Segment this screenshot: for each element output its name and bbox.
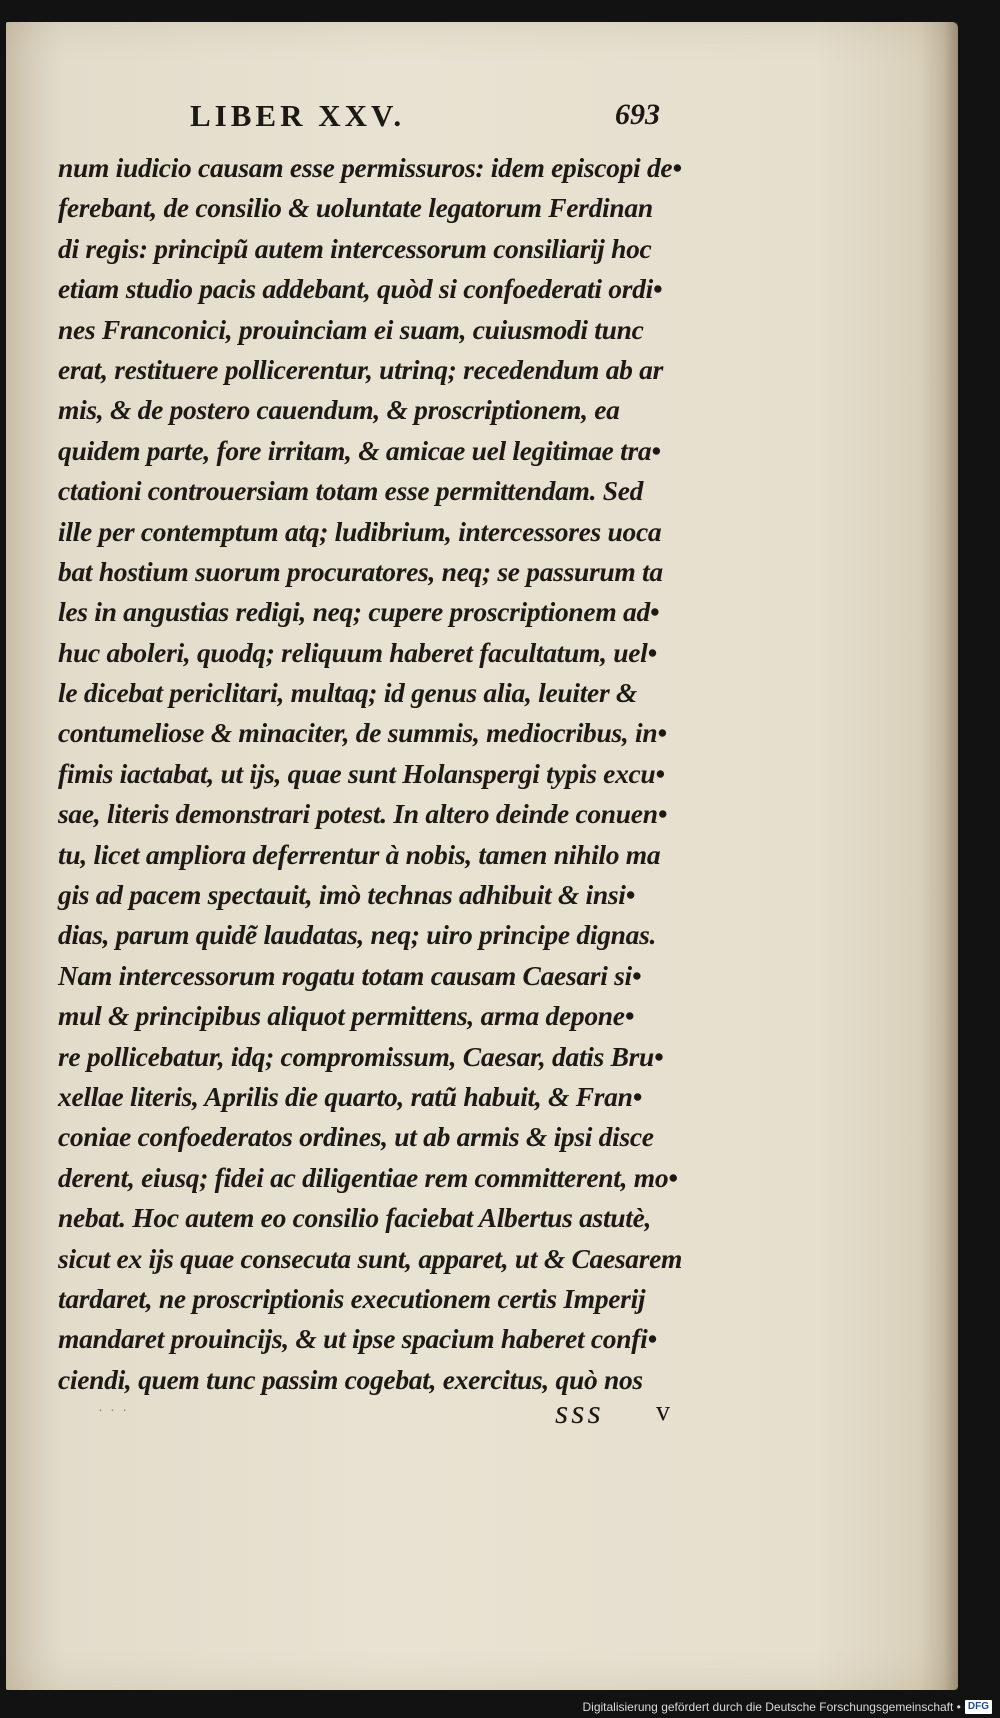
page-number: 693 (615, 98, 660, 131)
text-line: les in angustias redigi, neq; cupere proscriptionem ad• (58, 596, 660, 628)
text-line: bat hostium suorum procuratores, neq; se passurum ta (58, 555, 663, 587)
text-line: erat, restituere pollicerentur, utrinq; recedendum ab ar (58, 353, 664, 385)
running-head: LIBER XXV. (190, 98, 406, 133)
text-line: xellae literis, Aprilis die quarto, ratũ habuit, & Fran• (58, 1080, 642, 1112)
digitization-credit (582, 1700, 992, 1714)
text-line: derent, eiusq; fidei ac diligentiae rem committerent, mo• (58, 1161, 678, 1193)
text-line: ciendi, quem tunc passim cogebat, exercitus, quò nos (58, 1363, 643, 1395)
text-line: re pollicebatur, idq; compromissum, Caesar, datis Bru• (58, 1040, 664, 1072)
catchword: v (656, 1396, 670, 1427)
text-line: le dicebat periclitari, multaq; id genus alia, leuiter & (58, 677, 638, 709)
text-line: sae, literis demonstrari potest. In altero deinde conuen• (58, 798, 668, 830)
text-line: tu, licet ampliora deferrentur à nobis, tamen nihilo ma (58, 838, 661, 870)
faint-printer-mark: · · · (98, 1404, 129, 1419)
text-line: dias, parum quidẽ laudatas, neq; uiro principe dignas. (58, 919, 657, 951)
text-line: num iudicio causam esse permissuros: idem episcopi de• (58, 152, 682, 183)
text-line: gis ad pacem spectauit, imò technas adhibuit & insi• (58, 879, 635, 911)
text-line: ille per contemptum atq; ludibrium, intercessores uoca (58, 515, 662, 547)
text-line: mandaret prouincijs, & ut ipse spacium haberet confi• (58, 1323, 657, 1355)
credit-text: Digitalisierung gefördert durch die Deutsche Forschungsgemeinschaft • (582, 1700, 961, 1714)
text-line: fimis iactabat, ut ijs, quae sunt Holanspergi typis excu• (58, 757, 665, 789)
text-line: di regis: principũ autem intercessorum consiliarij hoc (58, 232, 652, 264)
text-line: Nam intercessorum rogatu totam causam Caesari si• (58, 959, 642, 991)
text-line: mis, & de postero cauendum, & proscriptionem, ea (58, 394, 620, 426)
text-line: coniae confoederatos ordines, ut ab armis & ipsi disce (58, 1121, 654, 1153)
text-line: etiam studio pacis addebant, quòd si confoederati ordi• (58, 273, 663, 305)
text-line: nes Franconici, prouinciam ei suam, cuiusmodi tunc (58, 313, 644, 345)
text-line: ferebant, de consilio & uoluntate legatorum Ferdinan (58, 192, 653, 224)
dfg-logo: DFG (965, 1700, 992, 1714)
text-line: nebat. Hoc autem eo consilio faciebat Albertus astutè, (58, 1202, 652, 1234)
text-line: mul & principibus aliquot permittens, arma depone• (58, 1000, 635, 1032)
text-line: contumeliose & minaciter, de summis, mediocribus, in• (58, 717, 667, 749)
text-line: sicut ex ijs quae consecuta sunt, apparet, ut & Caesarem (58, 1242, 683, 1274)
page-edge-shadow (944, 22, 958, 1690)
body-text (58, 148, 718, 1400)
text-line: quidem parte, fore irritam, & amicae uel legitimae tra• (58, 434, 661, 466)
text-line: huc aboleri, quodq; reliquum haberet facultatum, uel• (58, 636, 657, 668)
text-line: ctationi controuersiam totam esse permittendam. Sed (58, 475, 644, 507)
signature-mark: sss (555, 1394, 604, 1431)
text-line: tardaret, ne proscriptionis executionem certis Imperij (58, 1282, 646, 1314)
